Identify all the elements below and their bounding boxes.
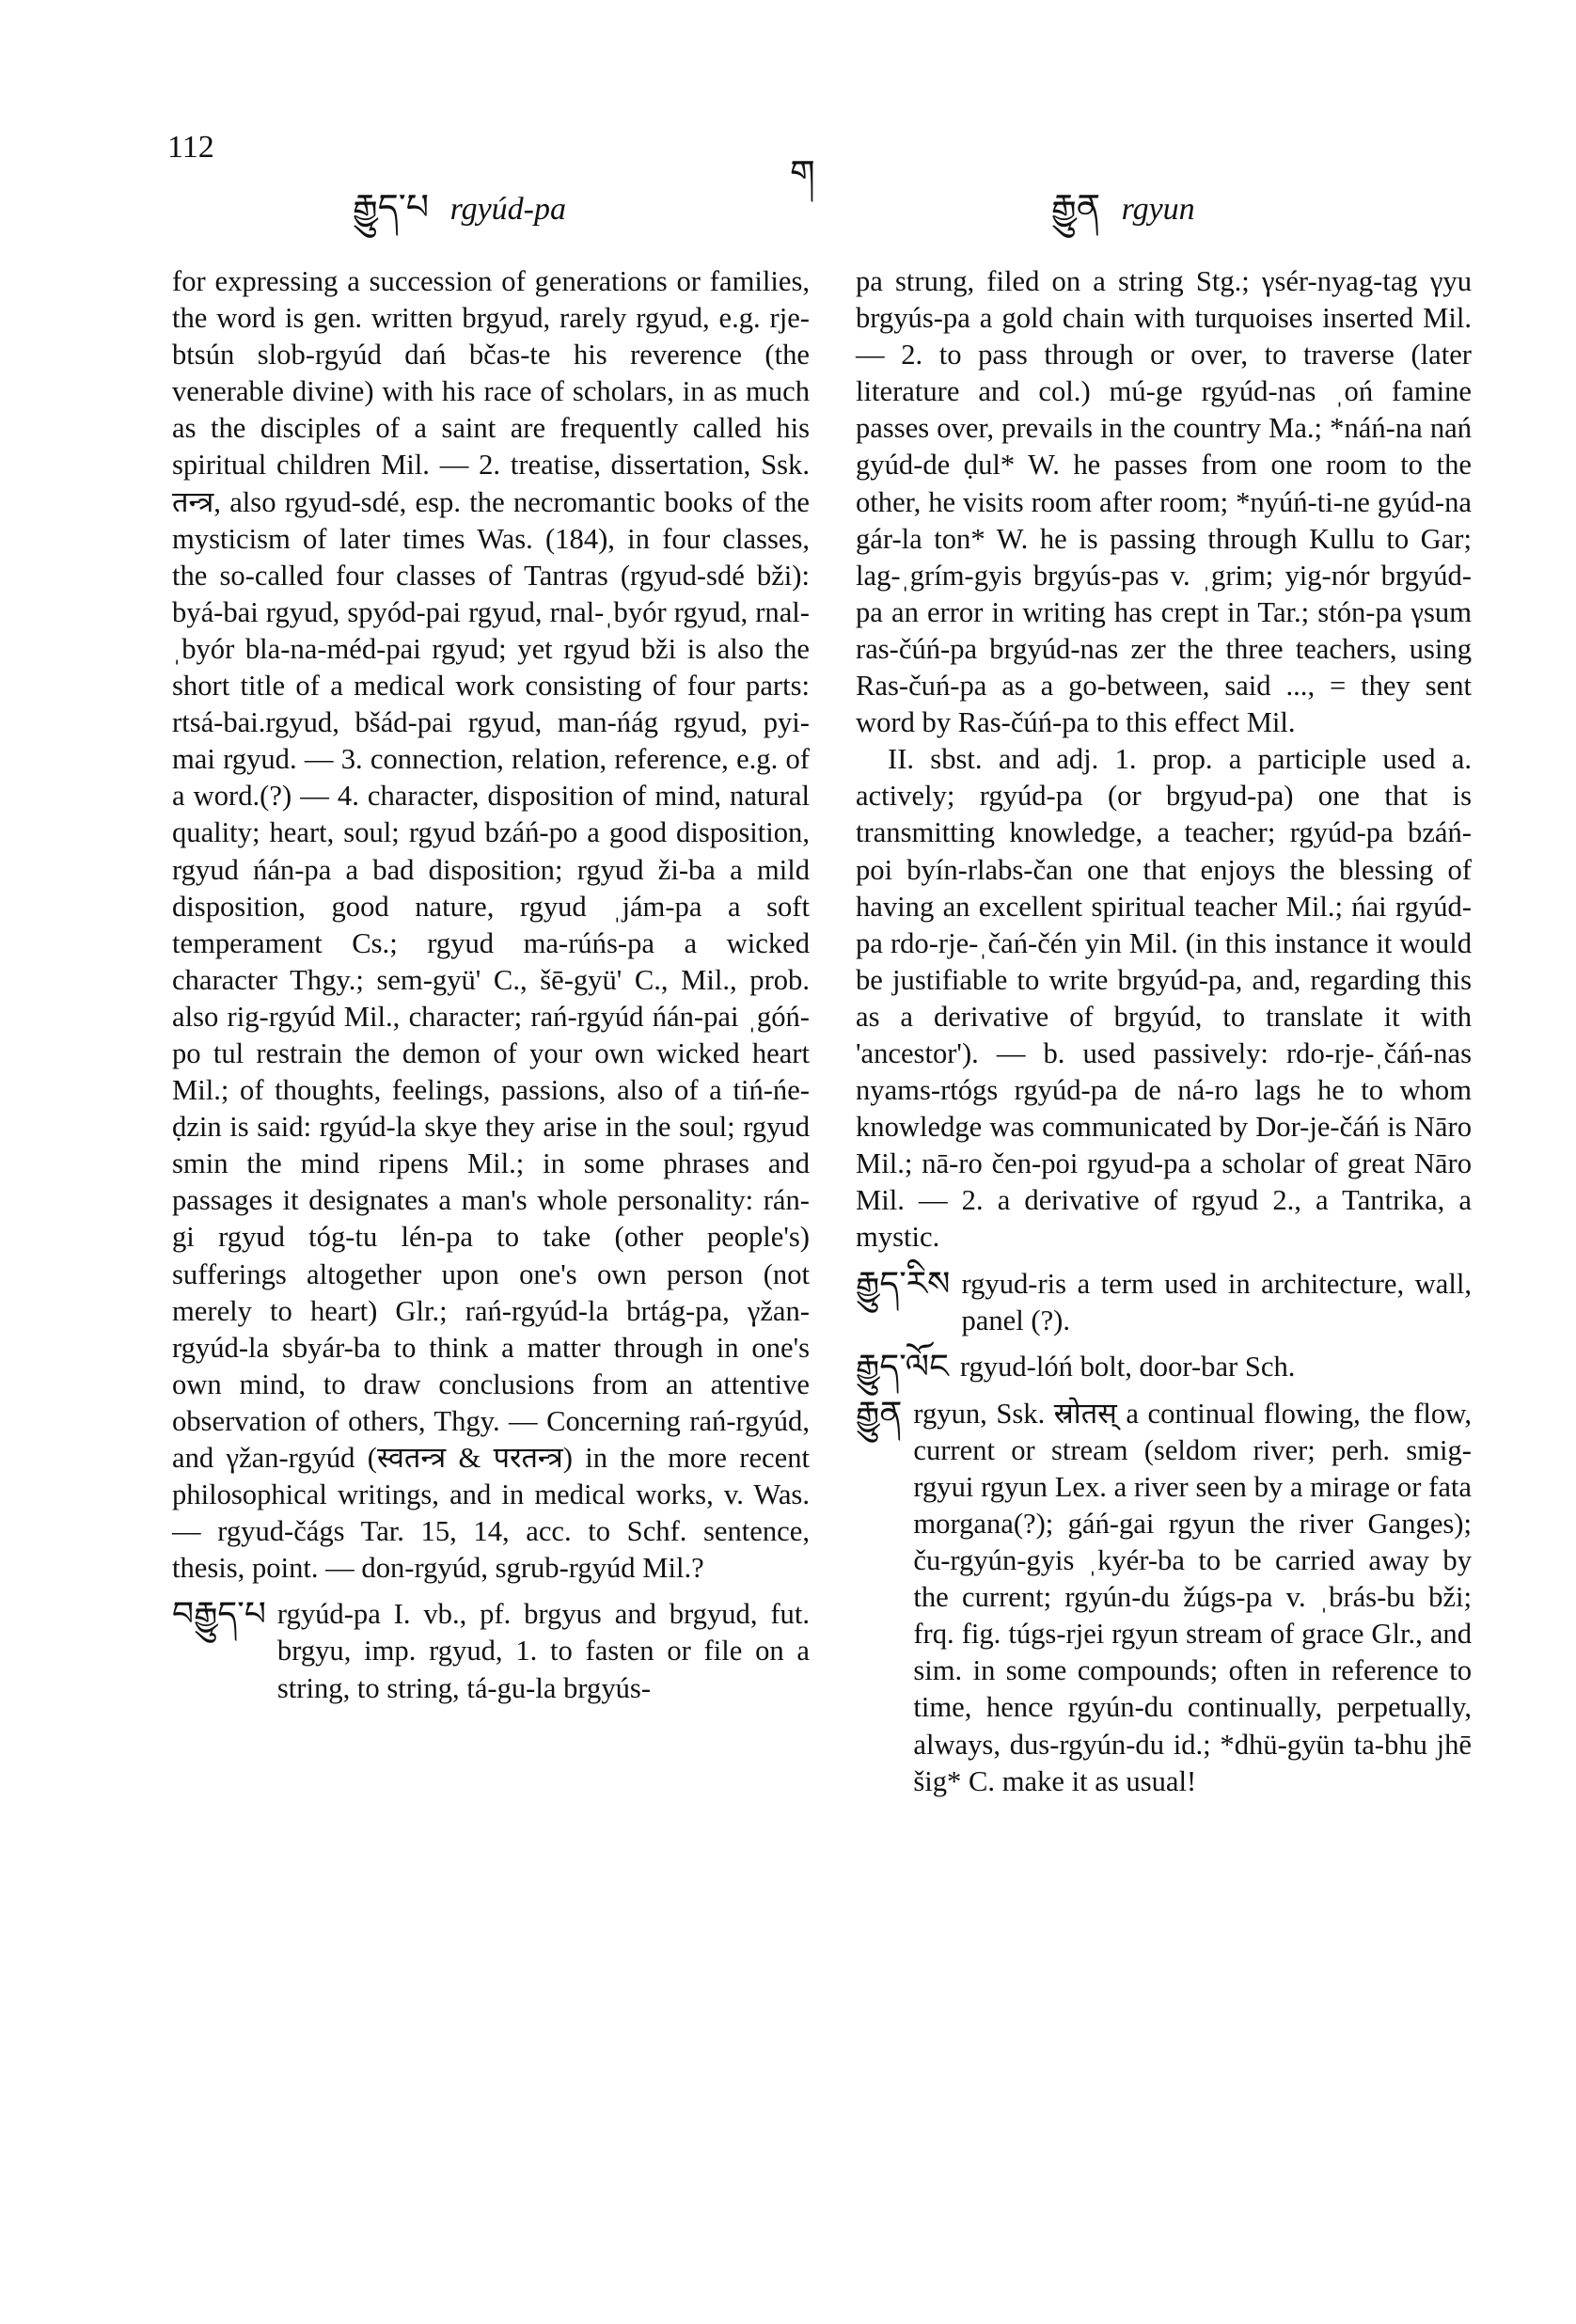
running-head-left: [353, 167, 566, 268]
running-head-left-tibetan: རྒྱུད་པ: [353, 186, 430, 228]
entry-definition: rgyud-lóń bolt, door-bar Sch.: [959, 1350, 1296, 1383]
entry-headword: རྒྱུན: [856, 1394, 903, 1433]
right-paragraph-2: II. sbst. and adj. 1. prop. a participle used a. actively; rgyúd-pa (or brgyud-pa) one that is transmitting knowledge, a teacher; rgyúd-pa bzáń-poi byín-rlabs-čan one that enjoys the blessing of having an excellent spiritual teacher Mil.; ńai rgyúd-pa rdo-rje-ˌčań-čén yin Mil. (in this instance it would be justifiable to write brgyúd-pa, and, regarding this as a derivative of brgyúd, to translate it with 'ancestor'). — b. used passively: rdo-rje-ˌčáń-nas nyams-rtógs rgyúd-pa de ná-ro lags he to whom knowledge was communicated by Dor-je-čáń is Nāro Mil.; nā-ro čen-poi rgyud-pa a scholar of great Nāro Mil. — 2. a derivative of rgyud 2., a Tantrika, a mystic.: [856, 743, 1472, 1254]
entry-definition: rgyud-ris a term used in architecture, wall, panel (?).: [961, 1267, 1472, 1336]
entry-rgyud-lon: [856, 1349, 1472, 1386]
running-head-right-tibetan: རྒྱུན: [1051, 186, 1101, 228]
right-paragraph-1: pa strung, filed on a string Stg.; γsér-nyag-tag γyu brgyús-pa a gold chain with turquoises inserted Mil. — 2. to pass through or over, to traverse (later literature and col.) mú-ge rgyúd-nas ˌoń famine passes over, prevails in the country Ma.; *náń-na nań gyúd-de ḍul* W. he passes from one room to the other, he visits room after room; *nyúń-ti-ne gyúd-na gár-la ton* W. he is passing through Kullu to Gar; lag-ˌgrím-gyis brgyús-pas v. ˌgrim; yig-nór brgyúd-pa an error in writing has crept in Tar.; stón-pa γsum ras-čúń-pa brgyúd-nas zer the three teachers, using Ras-čuń-pa as a go-between, said ..., = they sent word by Ras-čúń-pa to this effect Mil.: [856, 265, 1472, 739]
entry-rgyun: [856, 1396, 1472, 1800]
running-head-left-translit: rgyúd-pa: [449, 192, 566, 227]
right-column: [856, 263, 1472, 1810]
page-number: 112: [167, 130, 214, 165]
running-head-right-translit: rgyun: [1121, 192, 1195, 227]
entry-definition: rgyúd-pa I. vb., pf. brgyus and brgyud, fut. brgyu, imp. rgyud, 1. to fasten or file on a string, to string, tá-gu-la brgyús-: [276, 1598, 810, 1704]
entry-brgyud-pa: [172, 1596, 810, 1706]
running-head-center-letter: ག: [790, 152, 815, 194]
left-column: [172, 263, 810, 1716]
entry-headword: རྒྱུད་རིས: [856, 1264, 951, 1304]
entry-definition: rgyun, Ssk. स्रोतस् a continual flowing, the flow, current or stream (seldom river; perh. smig-rgyui rgyun Lex. a river seen by a mirage or fata morgana(?); gáń-gai rgyun the river Ganges); ču-rgyún-gyis ˌkyér-ba to be carried away by the current; rgyún-du žúgs-pa v. ˌbrás-bu bži; frq. fig. túgs-rjei rgyun stream of grace Glr., and sim. in some compounds; often in reference to time, hence rgyún-du continually, perpetually, always, dus-rgyún-du id.; *dhü-gyün ta-bhu jhē šig* C. make it as usual!: [913, 1397, 1472, 1797]
running-head-right: [1051, 167, 1195, 268]
entry-headword: བརྒྱུད་པ: [172, 1595, 266, 1635]
entry-headword: རྒྱུད་ལོང: [856, 1347, 949, 1386]
running-head-center: [790, 134, 828, 234]
entry-rgyud-ris: [856, 1266, 1472, 1339]
left-paragraph-1: for expressing a succession of generations or families, the word is gen. written brgyud, rarely rgyud, e.g. rje-btsún slob-rgyúd dań bčas-te his reverence (the venerable divine) with his race of scholars, in as much as the disciples of a saint are frequently called his spiritual children Mil. — 2. treatise, dissertation, Ssk. तन्त्र, also rgyud-sdé, esp. the necromantic books of the mysticism of later times Was. (184), in four classes, the so-called four classes of Tantras (rgyud-sdé bži): byá-bai rgyud, spyód-pai rgyud, rnal-ˌbyór rgyud, rnal-ˌbyór bla-na-méd-pai rgyud; yet rgyud bži is also the short title of a medical work consisting of four parts: rtsá-bai.rgyud, bšád-pai rgyud, man-ńág rgyud, pyi-mai rgyud. — 3. connection, relation, reference, e.g. of a word.(?) — 4. character, disposition of mind, natural quality; heart, soul; rgyud bzáń-po a good disposition, rgyud ńán-pa a bad disposition; rgyud ži-ba a mild disposition, good nature, rgyud ˌjám-pa a soft temperament Cs.; rgyud ma-rúńs-pa a wicked character Thgy.; sem-gyü' C., šē-gyü' C., Mil., prob. also rig-rgyúd Mil., character; rań-rgyúd ńán-pai ˌgóń-po tul restrain the demon of your own wicked heart Mil.; of thoughts, feelings, passions, also of a tiń-ńe-ḍzin is said: rgyúd-la skye they arise in the soul; rgyud smin the mind ripens Mil.; in some phrases and passages it designates a man's whole personality: rán-gi rgyud tóg-tu lén-pa to take (other people's) sufferings altogether upon one's own person (not merely to heart) Glr.; rań-rgyúd-la brtág-pa, γžan-rgyúd-la sbyár-ba to think a matter through in one's own mind, to draw conclusions from an attentive observation of others, Thgy. — Concerning rań-rgyúd, and γžan-rgyúd (स्वतन्त्र & परतन्त्र) in the more recent philosophical writings, and in medical works, v. Was. — rgyud-čágs Tar. 15, 14, acc. to Schf. sentence, thesis, point. — don-rgyúd, sgrub-rgyúd Mil.?: [172, 265, 810, 1585]
